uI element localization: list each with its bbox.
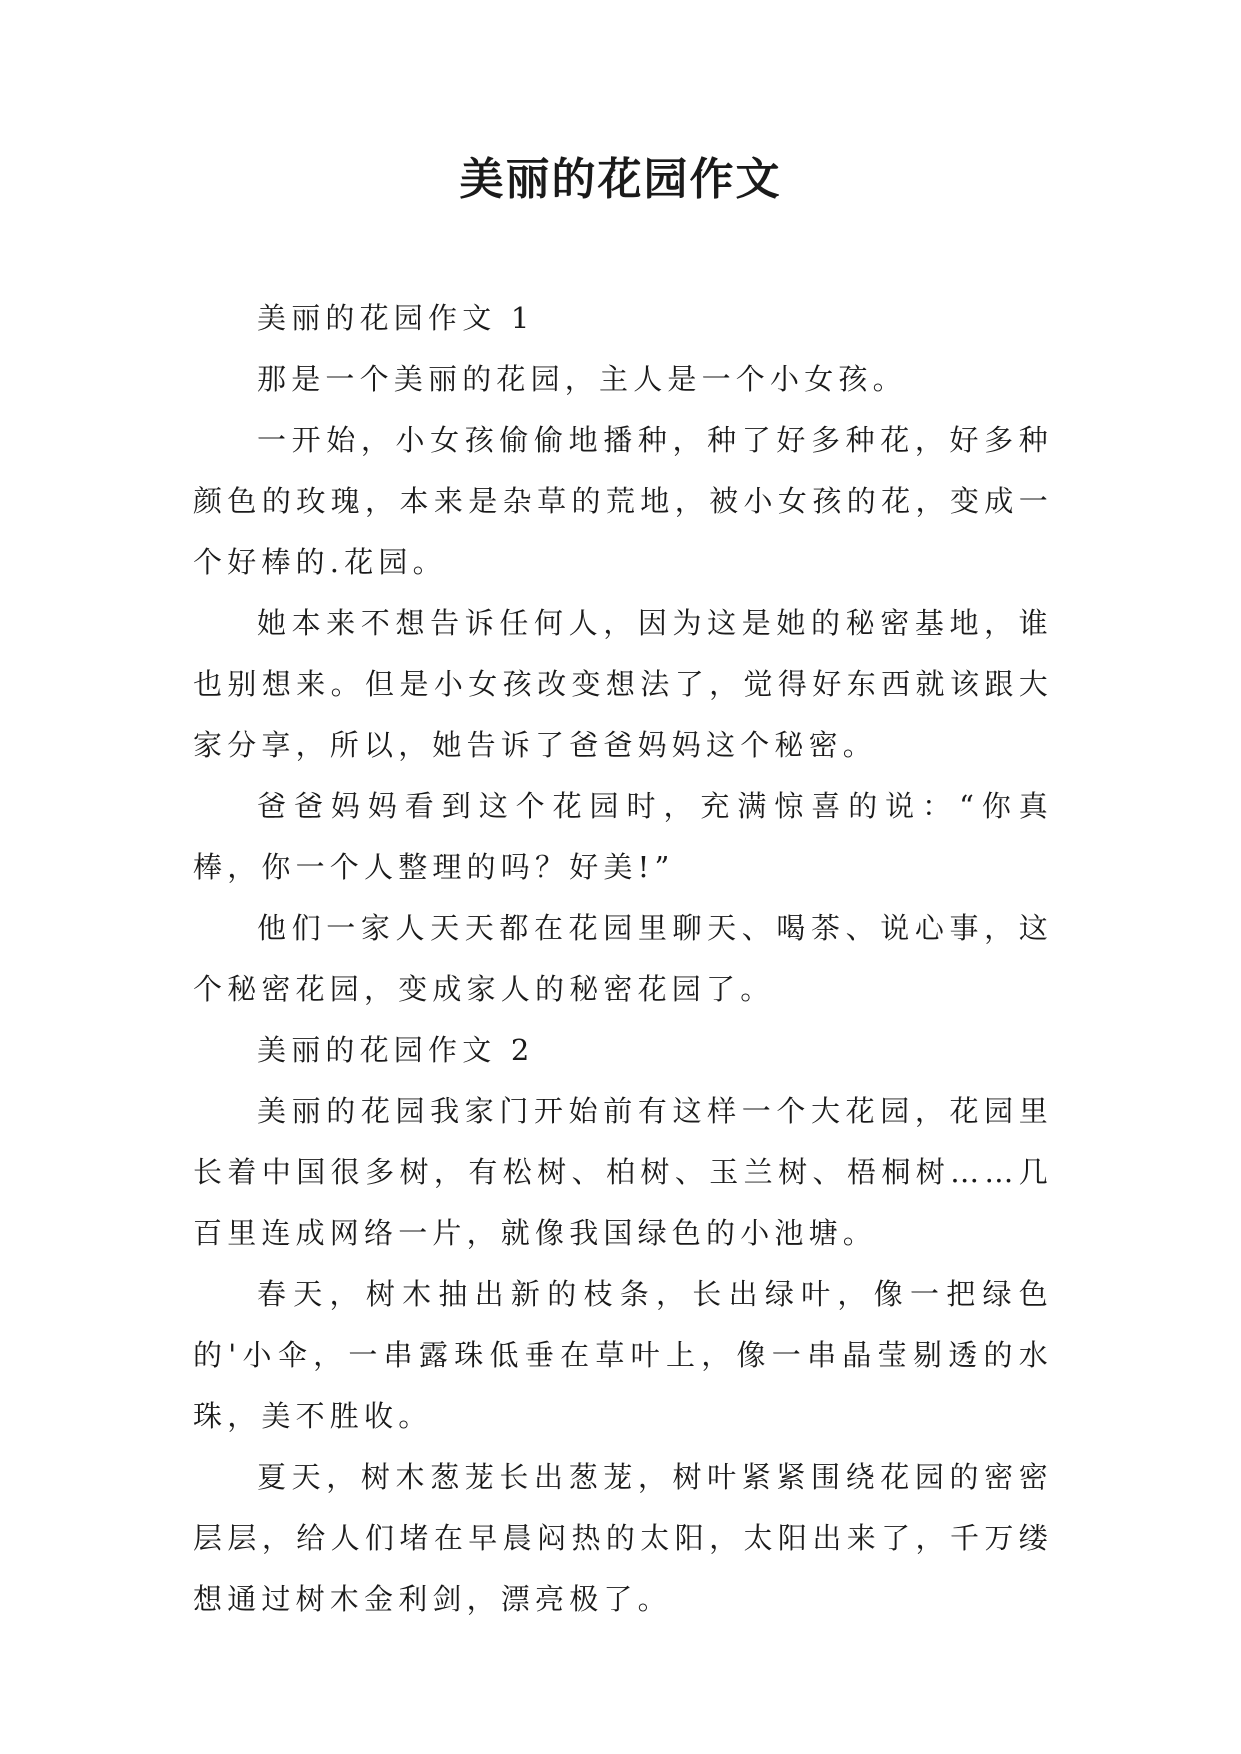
paragraph: 他们一家人天天都在花园里聊天、喝茶、说心事，这个秘密花园，变成家人的秘密花园了。	[193, 911, 1053, 1006]
section-heading-1: 美丽的花园作文 1	[257, 301, 535, 335]
paragraph: 夏天，树木葱茏长出葱茏，树叶紧紧围绕花园的密密层层，给人们堵在早晨闷热的太阳，太阳出来了，千万缕想通过树木金利剑，漂亮极了。	[193, 1460, 1053, 1616]
paragraph: 那是一个美丽的花园，主人是一个小女孩。	[257, 362, 907, 396]
paragraph: 她本来不想告诉任何人，因为这是她的秘密基地，谁也别想来。但是小女孩改变想法了，觉得好东西就该跟大家分享，所以，她告诉了爸爸妈妈这个秘密。	[193, 606, 1053, 762]
document-body	[193, 288, 1053, 1630]
section-heading-2: 美丽的花园作文 2	[257, 1033, 535, 1067]
paragraph: 美丽的花园我家门开始前有这样一个大花园，花园里长着中国很多树，有松树、柏树、玉兰树、梧桐树……几百里连成网络一片，就像我国绿色的小池塘。	[193, 1094, 1053, 1250]
paragraph: 一开始，小女孩偷偷地播种，种了好多种花，好多种颜色的玫瑰，本来是杂草的荒地，被小女孩的花，变成一个好棒的.花园。	[193, 423, 1053, 579]
page-title: 美丽的花园作文	[459, 154, 782, 205]
paragraph: 春天，树木抽出新的枝条，长出绿叶，像一把绿色的'小伞，一串露珠低垂在草叶上，像一串晶莹剔透的水珠，美不胜收。	[193, 1277, 1053, 1433]
paragraph: 爸爸妈妈看到这个花园时，充满惊喜的说：“你真棒，你一个人整理的吗？好美!”	[193, 789, 1053, 884]
